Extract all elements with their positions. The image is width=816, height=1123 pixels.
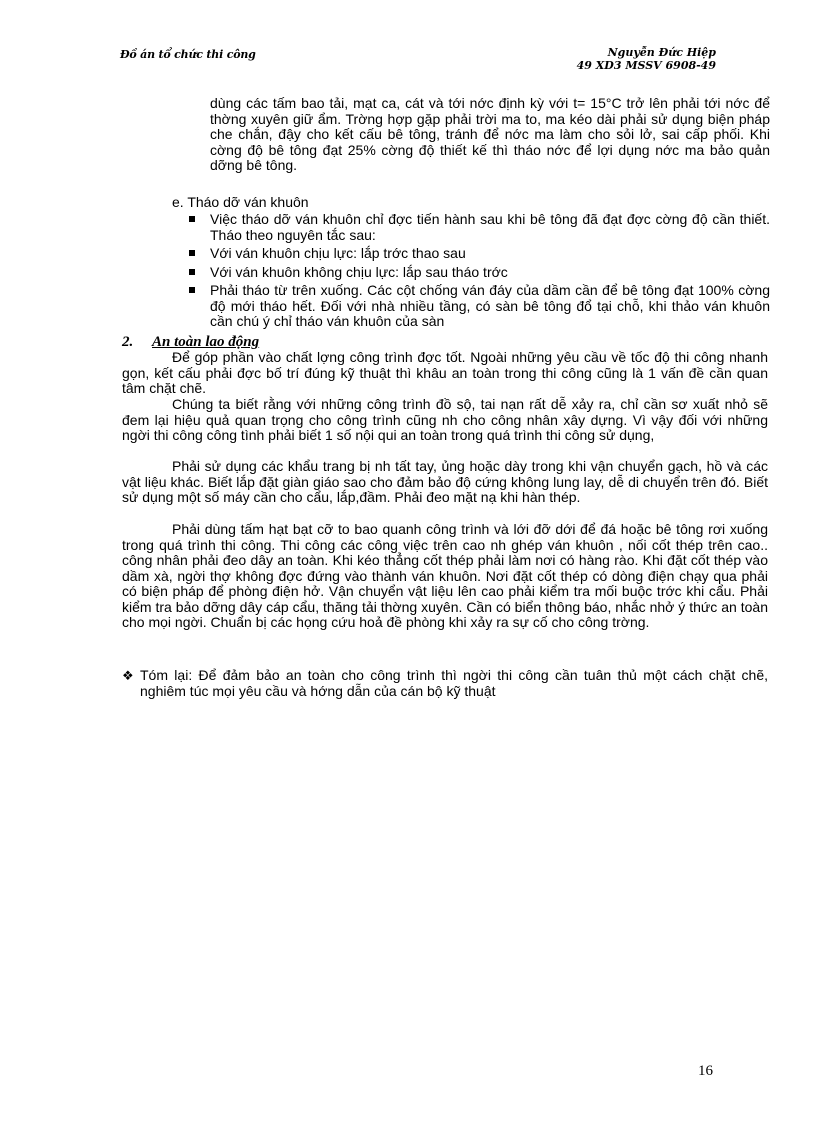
safety-paragraph-4: Phải dùng tấm hạt bạt cỡ to bao quanh công trình và lới đỡ dới để đá hoặc bê tông rơi xuống trong quá trình thi công. Thi công các công việc trên cao nh ghép ván khuôn , nối cốt thép trên cao.. công nhân phải đeo dây an toàn. Khi kéo thẳng cốt thép phải làm nơi có hàng rào. Khi đặt cốt thép vào dầm xà, ngời thợ không đợc đứng vào thành ván khuôn. Nơi đặt cốt thép có dòng điện chạy qua phải có biện pháp để phòng điện hở. Vận chuyển vật liệu lên cao phải kiểm tra mối buộc trớc khi cẩu. Phải kiểm tra bảo dỡng dây cáp cẩu, thăng tải thờng xuyên. Cần có biển thông báo, nhắc nhở ý thức an toàn cho mọi ngời. Chuẩn bị các họng cứu hoả đề phòng khi xảy ra sự cố cho công trờng. xyxy=(122,521,768,630)
square-bullet-icon xyxy=(189,250,195,256)
square-bullet-icon xyxy=(189,287,195,293)
safety-paragraph-3: Phải sử dụng các khẩu trang bị nh tất tay, ủng hoặc dày trong khi vận chuyển gạch, hồ và các vật liệu khác. Biết lắp đặt giàn giáo sao cho đảm bảo độ cứng không lung lay, dễ di chuyển trên đó. Biết sử dụng một số máy cần cho cẩu, lắp,đầm. Phải đeo mặt nạ khi hàn thép. xyxy=(122,458,768,505)
bullet-text: Phải tháo từ trên xuống. Các cột chống ván đáy của dầm cần để bê tông đạt 100% cờng độ mới tháo hết. Đối với nhà nhiều tầng, có sàn bê tông đổ tại chỗ, khi thảo ván khuôn cần chú ý chỉ tháo ván khuôn của sàn xyxy=(210,282,770,329)
curing-paragraph: dùng các tấm bao tải, mạt ca, cát và tới nớc định kỳ với t= 15°C trở lên phải tới nớc để thờng xuyên giữ ẩm. Trờng hợp gặp phải trời ma to, ma kéo dài phải sử dụng biện pháp che chắn, đậy cho kết cấu bê tông, tránh để nớc ma làm cho sỏi lở, sai cấp phối. Khi cờng độ bê tông đạt 25% cờng độ thiết kế thì tháo nớc để lợi dụng nớc ma bảo quản dỡng bê tông. xyxy=(210,95,770,173)
summary-text: Tóm lại: Để đảm bảo an toàn cho công trình thì ngời thi công cần tuân thủ một cách chặt chẽ, nghiêm túc mọi yêu cầu và hớng dẫn của cán bộ kỹ thuật xyxy=(140,667,768,699)
formwork-bullet-list xyxy=(185,212,770,333)
section-title: An toàn lao động xyxy=(152,334,260,350)
bullet-text: Với ván khuôn không chịu lực: lắp sau tháo trớc xyxy=(210,263,508,280)
safety-paragraph-1: Để góp phần vào chất lợng công trình đợc tốt. Ngoài những yêu cầu về tốc độ thi công nhanh gọn, kết cấu phải đợc bố trí đúng kỹ thuật thì khâu an toàn trong thi công cũng là 1 vấn đề cần quan tâm chặt chẽ. xyxy=(122,349,768,396)
summary-note xyxy=(122,668,768,699)
header-author-name: Nguyễn Đức Hiệp xyxy=(607,46,716,59)
square-bullet-icon xyxy=(189,269,195,275)
diamond-bullet-icon: ❖ xyxy=(122,668,134,683)
safety-paragraph-2: Chúng ta biết rằng với những công trình đồ sộ, tai nạn rất dễ xảy ra, chỉ cần sơ xuất nhỏ sẽ đem lại hiệu quả quan trọng cho công trình cũng nh cho công nhân xây dựng. Vì vậy đối với những ngời thi công công tình phải biết 1 số nội qui an toàn trong quá trình thi công sử dụng, xyxy=(122,396,768,443)
subsection-e-heading: e. Tháo dỡ ván khuôn xyxy=(172,194,309,210)
square-bullet-icon xyxy=(189,216,195,222)
list-item xyxy=(185,246,770,262)
bullet-text: Với ván khuôn chịu lực: lắp trớc thao sau xyxy=(210,245,466,261)
list-item xyxy=(185,283,770,330)
list-item xyxy=(185,212,770,243)
header-author xyxy=(577,46,716,72)
list-item xyxy=(185,265,770,281)
header-author-class: 49 XD3 MSSV 6908-49 xyxy=(576,59,716,72)
page-number: 16 xyxy=(698,1063,713,1079)
section-number: 2. xyxy=(122,334,134,350)
header-title: Đồ án tổ chức thi công xyxy=(120,48,256,61)
bullet-text: Việc tháo dỡ ván khuôn chỉ đợc tiến hành sau khi bê tông đã đạt đợc cờng độ cần thiết. Tháo theo nguyên tắc sau: xyxy=(210,211,770,243)
